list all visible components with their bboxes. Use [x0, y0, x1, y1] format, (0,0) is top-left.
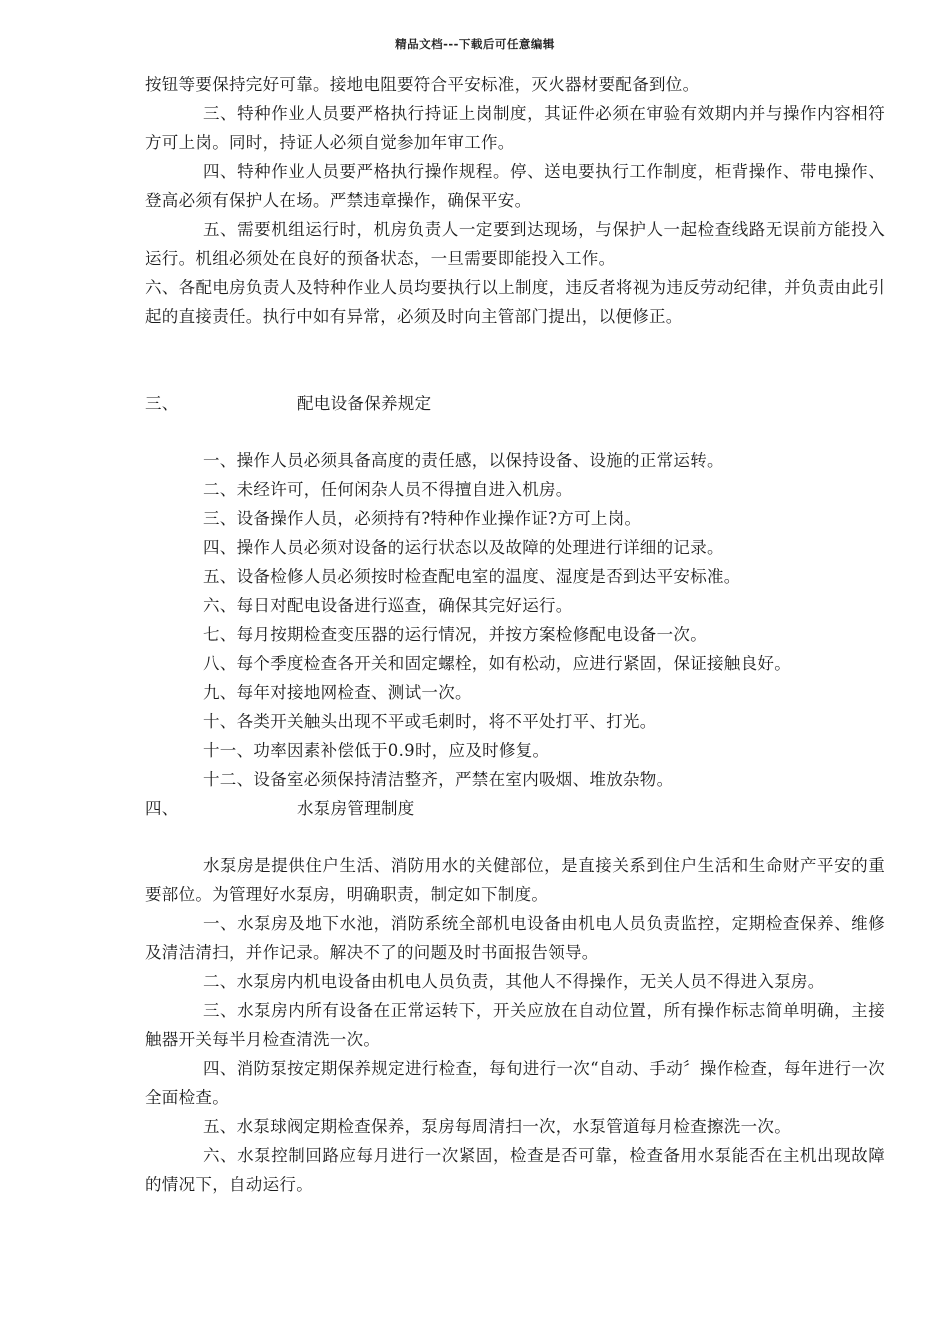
section3-heading — [145, 389, 885, 418]
section4-paragraph: 四、消防泵按定期保养规定进行检查，每旬进行一次“自动、手动〞操作检查，每年进行一次全面检查。 — [145, 1059, 885, 1107]
section4-title: 水泵房管理制度 — [297, 799, 415, 818]
intro-paragraph-2: 三、特种作业人员要严格执行持证上岗制度，其证件必须在审验有效期内并与操作内容相符方可上岗。同时，持证人必须自觉参加年审工作。 — [145, 104, 885, 152]
section3-item: 十、各类开关触头出现不平或毛刺时，将不平处打平、打光。 — [203, 712, 657, 731]
section4-heading — [145, 794, 885, 823]
section4-paragraph: 五、水泵球阀定期检查保养，泵房每周清扫一次，水泵管道每月检查擦洗一次。 — [203, 1117, 791, 1136]
page-header: 精品文档---下载后可任意编辑 — [395, 37, 555, 51]
section4-paragraph: 水泵房是提供住户生活、消防用水的关健部位，是直接关系到住户生活和生命财产平安的重要部位。为管理好水泵房，明确职责，制定如下制度。 — [145, 856, 885, 904]
section3-item: 八、每个季度检查各开关和固定螺栓，如有松动，应进行紧固，保证接触良好。 — [203, 654, 791, 673]
spacer — [145, 823, 885, 851]
section4-paragraph: 三、水泵房内所有设备在正常运转下，开关应放在自动位置，所有操作标志简单明确，主接触器开关每半月检查清洗一次。 — [145, 1001, 885, 1049]
document-body — [145, 70, 885, 1199]
section3-item: 二、未经许可，任何闲杂人员不得擅自进入机房。 — [203, 480, 573, 499]
section4-paragraph: 六、水泵控制回路应每月进行一次紧固，检查是否可靠，检查备用水泵能否在主机出现故障的情况下，自动运行。 — [145, 1146, 885, 1194]
section3-item: 一、操作人员必须具备高度的责任感，以保持设备、设施的正常运转。 — [203, 451, 724, 470]
intro-paragraph-5: 六、各配电房负责人及特种作业人员均要执行以上制度，违反者将视为违反劳动纪律，并负责由此引起的直接责任。执行中如有异常，必须及时向主管部门提出，以便修正。 — [145, 278, 885, 326]
section4-paragraph: 二、水泵房内机电设备由机电人员负责，其他人不得操作，无关人员不得进入泵房。 — [203, 972, 825, 991]
section3-item: 五、设备检修人员必须按时检查配电室的温度、湿度是否到达平安标准。 — [203, 567, 741, 586]
section3-item: 四、操作人员必须对设备的运行状态以及故障的处理进行详细的记录。 — [203, 538, 724, 557]
spacer — [145, 331, 885, 389]
section3-item: 六、每日对配电设备进行巡查，确保其完好运行。 — [203, 596, 573, 615]
intro-paragraph-1: 按钮等要保持完好可靠。接地电阻要符合平安标准，灭火器材要配备到位。 — [145, 75, 700, 94]
section3-item: 三、设备操作人员，必须持有?特种作业操作证?方可上岗。 — [203, 509, 642, 528]
section3-item: 十二、设备室必须保持清洁整齐，严禁在室内吸烟、堆放杂物。 — [203, 770, 674, 789]
section3-item: 七、每月按期检查变压器的运行情况，并按方案检修配电设备一次。 — [203, 625, 707, 644]
section3-item: 九、每年对接地网检查、测试一次。 — [203, 683, 472, 702]
section4-paragraph: 一、水泵房及地下水池，消防系统全部机电设备由机电人员负责监控，定期检查保养、维修及清洁清扫，并作记录。解决不了的问题及时书面报告领导。 — [145, 914, 885, 962]
intro-paragraph-4: 五、需要机组运行时，机房负责人一定要到达现场，与保护人一起检查线路无误前方能投入运行。机组必须处在良好的预备状态，一旦需要即能投入工作。 — [145, 220, 885, 268]
section3-title: 配电设备保养规定 — [297, 394, 432, 413]
intro-paragraph-3: 四、特种作业人员要严格执行操作规程。停、送电要执行工作制度，柜背操作、带电操作、登高必须有保护人在场。严禁违章操作，确保平安。 — [145, 162, 885, 210]
section3-item: 十一、功率因素补偿低于0.9时，应及时修复。 — [203, 741, 550, 760]
section4-number: 四、 — [145, 799, 179, 818]
spacer — [145, 418, 885, 446]
section3-number: 三、 — [145, 394, 179, 413]
